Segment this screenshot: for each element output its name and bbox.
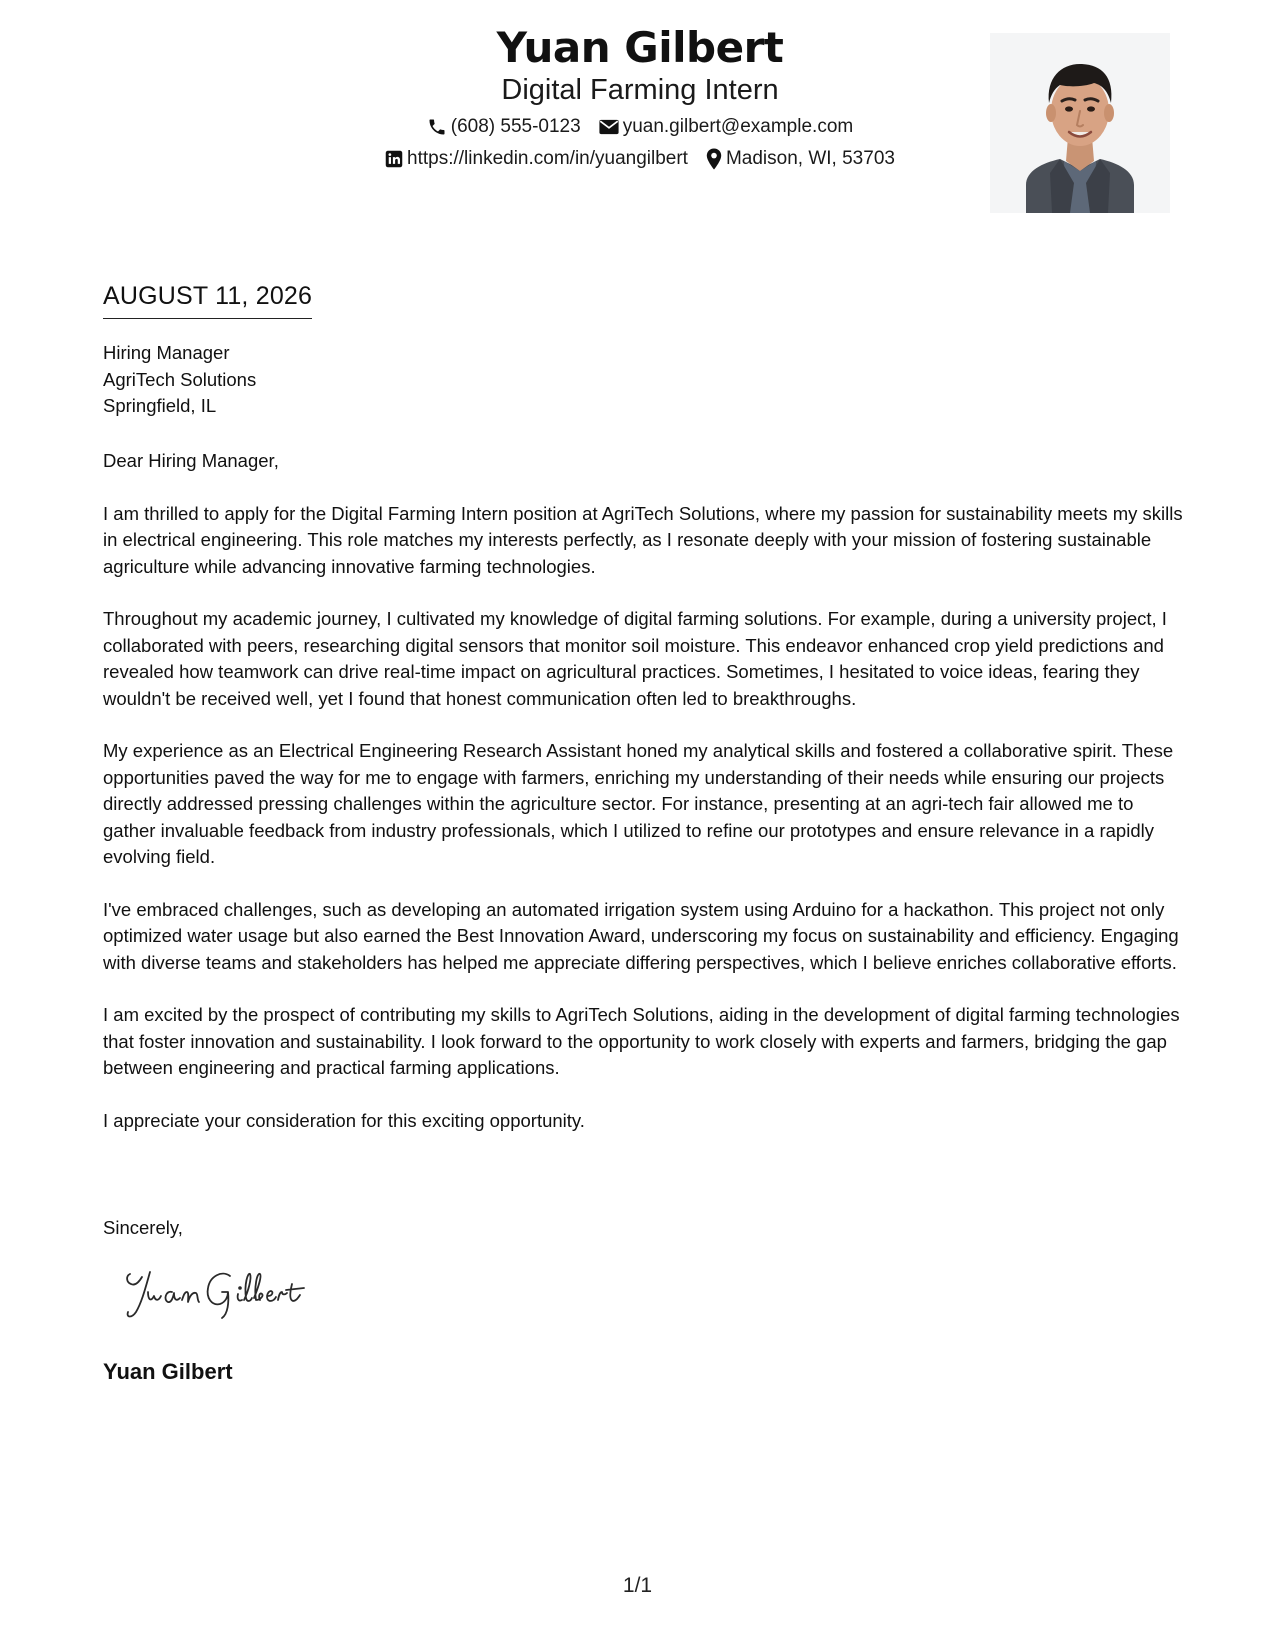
location-text: Madison, WI, 53703	[725, 148, 895, 169]
contact-phone[interactable]	[427, 114, 581, 140]
contact-email[interactable]	[599, 114, 854, 140]
phone-text: (608) 555-0123	[450, 116, 581, 137]
paragraph-2: Throughout my academic journey, I cultivated my knowledge of digital farming solutions. For example, during a university project, I collaborated with peers, researching digital sensors that monitor soil moisture. This endeavor enhanced crop yield predictions and revealed how teamwork can drive real-time impact on agricultural practices. Sometimes, I hesitated to voice ideas, fearing they wouldn't be received well, yet I found that honest communication often led to breakthroughs.	[103, 608, 1167, 709]
handwritten-signature	[122, 1262, 352, 1322]
signer-name: Yuan Gilbert	[103, 1359, 233, 1384]
contact-row-1	[255, 114, 1025, 140]
profile-photo	[990, 33, 1170, 213]
recipient-company: AgriTech Solutions	[103, 368, 257, 390]
salutation: Dear Hiring Manager,	[103, 450, 279, 471]
paragraph-3: My experience as an Electrical Engineering Research Assistant honed my analytical skills and fostered a collaborative spirit. These opportunities paved the way for me to engage with farmers, enriching my understanding of their needs while ensuring our projects directly addressed pressing challenges within the agriculture sector. For instance, presenting at an agri-tech fair allowed me to gather invaluable feedback from industry professionals, which I utilized to refine our prototypes and ensure relevance in a rapidly evolving field.	[103, 740, 1174, 867]
contact-row-2	[255, 146, 1025, 172]
letter-date: AUGUST 11, 2026	[103, 280, 312, 319]
map-pin-icon	[706, 148, 722, 170]
header-info	[255, 22, 1025, 172]
phone-icon	[427, 117, 447, 137]
paragraph-4: I've embraced challenges, such as developing an automated irrigation system using Arduino for a hackathon. This project not only optimized water usage but also earned the Best Innovation Award, underscoring my focus on sustainability and efficiency. Engaging with diverse teams and stakeholders has helped me appreciate differing perspectives, which I believe enriches collaborative efforts.	[103, 898, 1179, 973]
linkedin-text: https://linkedin.com/in/yuangilbert	[407, 148, 688, 169]
recipient-name: Hiring Manager	[103, 342, 230, 363]
closing: Sincerely,	[103, 1217, 183, 1238]
letter-body	[103, 448, 1183, 1160]
header	[0, 0, 1275, 230]
contact-location	[706, 146, 895, 172]
email-text: yuan.gilbert@example.com	[622, 116, 854, 137]
paragraph-5: I am excited by the prospect of contributing my skills to AgriTech Solutions, aiding in the development of digital farming technologies that foster innovation and sustainability. I look forward to the opportunity to work closely with experts and farmers, bridging the gap between engineering and practical farming applications.	[103, 1004, 1180, 1078]
contact-linkedin[interactable]	[385, 146, 688, 172]
page-number: 1/1	[622, 1574, 653, 1597]
paragraph-1: I am thrilled to apply for the Digital Farming Intern position at AgriTech Solutions, where my passion for sustainability meets my skills in electrical engineering. This role matches my interests perfectly, as I resonate deeply with your mission of fostering sustainable agriculture while advancing innovative farming technologies.	[103, 502, 1183, 577]
recipient-block	[103, 340, 256, 420]
linkedin-icon	[385, 150, 403, 168]
applicant-title: Digital Farming Intern	[501, 74, 779, 106]
applicant-name: Yuan Gilbert	[496, 23, 784, 72]
paragraph-6: I appreciate your consideration for this exciting opportunity.	[103, 1109, 585, 1131]
envelope-icon	[599, 119, 619, 135]
recipient-location: Springfield, IL	[103, 395, 217, 416]
